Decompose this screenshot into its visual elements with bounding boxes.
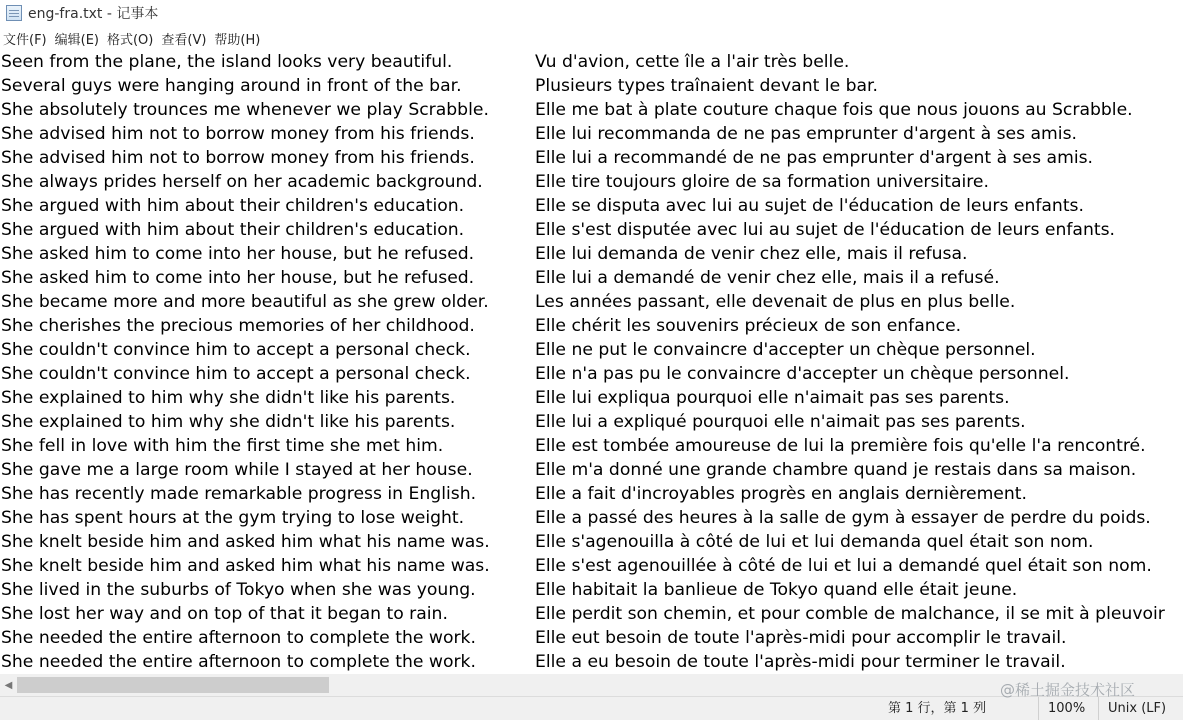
- menu-view[interactable]: 查看(V): [161, 32, 207, 48]
- french-sentence: Elle eut besoin de toute l'après-midi pour accomplir le travail.: [535, 628, 1067, 648]
- french-sentence: Elle se disputa avec lui au sujet de l'éducation de leurs enfants.: [535, 196, 1084, 216]
- english-sentence: She always prides herself on her academic background.: [1, 172, 483, 192]
- text-line: [0, 650, 1183, 674]
- english-sentence: She lived in the suburbs of Tokyo when she was young.: [1, 580, 476, 600]
- text-line: [0, 218, 1183, 242]
- text-line: [0, 626, 1183, 650]
- english-sentence: She argued with him about their children's education.: [1, 196, 465, 216]
- french-sentence: Vu d'avion, cette île a l'air très belle.: [535, 52, 850, 72]
- scrollbar-thumb[interactable]: [17, 677, 329, 693]
- text-line: [0, 530, 1183, 554]
- english-sentence: She explained to him why she didn't like his parents.: [1, 388, 456, 408]
- english-sentence: She argued with him about their children's education.: [1, 220, 465, 240]
- text-line: [0, 362, 1183, 386]
- english-sentence: She asked him to come into her house, but he refused.: [1, 268, 475, 288]
- text-line: [0, 602, 1183, 626]
- text-line: [0, 290, 1183, 314]
- english-sentence: She needed the entire afternoon to complete the work.: [1, 652, 476, 672]
- french-sentence: Elle s'est agenouillée à côté de lui et lui a demandé quel était son nom.: [535, 556, 1152, 576]
- text-line: [0, 122, 1183, 146]
- french-sentence: Elle ne put le convaincre d'accepter un chèque personnel.: [535, 340, 1036, 360]
- english-sentence: She needed the entire afternoon to complete the work.: [1, 628, 476, 648]
- text-line: [0, 74, 1183, 98]
- english-sentence: She advised him not to borrow money from his friends.: [1, 124, 475, 144]
- french-sentence: Elle perdit son chemin, et pour comble de malchance, il se mit à pleuvoir: [535, 604, 1165, 624]
- menu-edit[interactable]: 编辑(E): [54, 32, 99, 48]
- french-sentence: Plusieurs types traînaient devant le bar.: [535, 76, 879, 96]
- text-line: [0, 266, 1183, 290]
- text-line: [0, 50, 1183, 74]
- french-sentence: Elle lui a demandé de venir chez elle, mais il a refusé.: [535, 268, 1000, 288]
- english-sentence: She advised him not to borrow money from his friends.: [1, 148, 475, 168]
- english-sentence: She knelt beside him and asked him what his name was.: [1, 532, 490, 552]
- french-sentence: Les années passant, elle devenait de plus en plus belle.: [535, 292, 1016, 312]
- french-sentence: Elle lui a expliqué pourquoi elle n'aimait pas ses parents.: [535, 412, 1026, 432]
- english-sentence: She couldn't convince him to accept a personal check.: [1, 364, 471, 384]
- chevron-left-icon[interactable]: ◀: [4, 679, 13, 691]
- english-sentence: She has spent hours at the gym trying to lose weight.: [1, 508, 465, 528]
- menu-help[interactable]: 帮助(H): [214, 32, 261, 48]
- zoom-level: 100%: [1038, 697, 1098, 720]
- french-sentence: Elle n'a pas pu le convaincre d'accepter un chèque personnel.: [535, 364, 1070, 384]
- english-sentence: She lost her way and on top of that it began to rain.: [1, 604, 448, 624]
- french-sentence: Elle m'a donné une grande chambre quand je restais dans sa maison.: [535, 460, 1137, 480]
- french-sentence: Elle a eu besoin de toute l'après-midi pour terminer le travail.: [535, 652, 1066, 672]
- title-bar[interactable]: [0, 0, 1183, 26]
- text-line: [0, 506, 1183, 530]
- english-sentence: She absolutely trounces me whenever we play Scrabble.: [1, 100, 489, 120]
- text-line: [0, 194, 1183, 218]
- english-sentence: Several guys were hanging around in front of the bar.: [1, 76, 462, 96]
- french-sentence: Elle a fait d'incroyables progrès en anglais dernièrement.: [535, 484, 1027, 504]
- french-sentence: Elle s'agenouilla à côté de lui et lui demanda quel était son nom.: [535, 532, 1094, 552]
- text-line: [0, 554, 1183, 578]
- french-sentence: Elle me bat à plate couture chaque fois que nous jouons au Scrabble.: [535, 100, 1133, 120]
- window-title: eng-fra.txt - 记事本: [28, 6, 159, 22]
- text-line: [0, 170, 1183, 194]
- french-sentence: Elle lui recommanda de ne pas emprunter d'argent à ses amis.: [535, 124, 1077, 144]
- french-sentence: Elle lui demanda de venir chez elle, mais il refusa.: [535, 244, 968, 264]
- text-line: [0, 482, 1183, 506]
- text-line: [0, 314, 1183, 338]
- watermark: @稀土掘金技术社区: [1000, 681, 1136, 699]
- english-sentence: She knelt beside him and asked him what his name was.: [1, 556, 490, 576]
- english-sentence: She became more and more beautiful as she grew older.: [1, 292, 489, 312]
- english-sentence: She fell in love with him the first time she met him.: [1, 436, 444, 456]
- menu-file[interactable]: 文件(F): [3, 32, 47, 48]
- menu-bar: [0, 27, 1183, 49]
- english-sentence: She couldn't convince him to accept a personal check.: [1, 340, 471, 360]
- text-line: [0, 410, 1183, 434]
- text-line: [0, 434, 1183, 458]
- english-sentence: She asked him to come into her house, but he refused.: [1, 244, 475, 264]
- text-line: [0, 386, 1183, 410]
- text-editor-area[interactable]: [0, 50, 1183, 674]
- notepad-icon: [6, 5, 22, 21]
- french-sentence: Elle a passé des heures à la salle de gym à essayer de perdre du poids.: [535, 508, 1151, 528]
- english-sentence: She gave me a large room while I stayed at her house.: [1, 460, 473, 480]
- french-sentence: Elle lui a recommandé de ne pas emprunter d'argent à ses amis.: [535, 148, 1094, 168]
- text-line: [0, 98, 1183, 122]
- french-sentence: Elle habitait la banlieue de Tokyo quand elle était jeune.: [535, 580, 1018, 600]
- text-line: [0, 338, 1183, 362]
- french-sentence: Elle chérit les souvenirs précieux de son enfance.: [535, 316, 962, 336]
- menu-format[interactable]: 格式(O): [106, 32, 154, 48]
- french-sentence: Elle s'est disputée avec lui au sujet de l'éducation de leurs enfants.: [535, 220, 1116, 240]
- text-line: [0, 146, 1183, 170]
- text-line: [0, 578, 1183, 602]
- french-sentence: Elle tire toujours gloire de sa formation universitaire.: [535, 172, 989, 192]
- line-ending: Unix (LF): [1098, 697, 1183, 720]
- english-sentence: She has recently made remarkable progress in English.: [1, 484, 477, 504]
- text-line: [0, 242, 1183, 266]
- text-line: [0, 458, 1183, 482]
- cursor-position: 第 1 行，第 1 列: [888, 701, 987, 716]
- french-sentence: Elle lui expliqua pourquoi elle n'aimait pas ses parents.: [535, 388, 1010, 408]
- french-sentence: Elle est tombée amoureuse de lui la première fois qu'elle l'a rencontré.: [535, 436, 1146, 456]
- english-sentence: She explained to him why she didn't like his parents.: [1, 412, 456, 432]
- english-sentence: Seen from the plane, the island looks very beautiful.: [1, 52, 453, 72]
- english-sentence: She cherishes the precious memories of her childhood.: [1, 316, 475, 336]
